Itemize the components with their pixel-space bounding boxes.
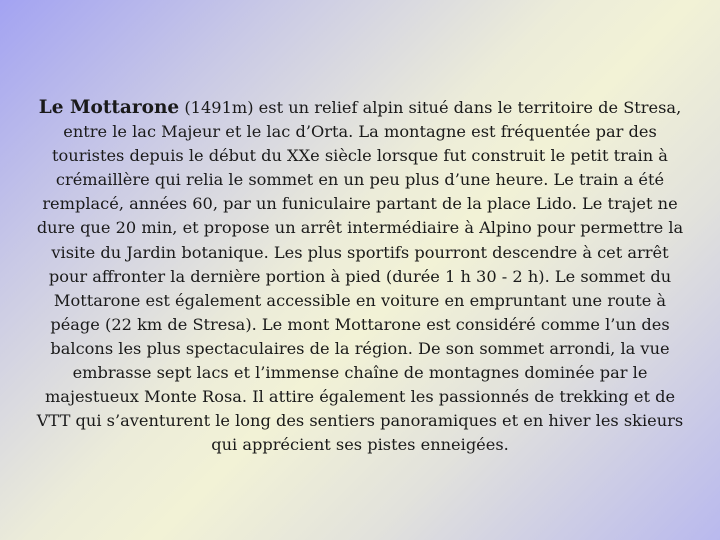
slide-text-block [30,96,690,457]
slide-body-text: (1491m) est un relief alpin situé dans le territoire de Stresa, entre le lac Majeur et le lac d’Orta. La montagne est fréquentée par des touristes depuis le début du XXe siècle lorsque fut construit le petit train à crémaillère qui relia le sommet en un peu plus d’une heure. Le train a été remplacé, années 60, par un funiculaire partant de la place Lido. Le trajet ne dure que 20 min, et propose un arrêt intermédiaire à Alpino pour permettre la visite du Jardin botanique. Les plus sportifs pourront descendre à cet arrêt pour affronter la dernière portion à pied (durée 1 h 30 - 2 h). Le sommet du Mottarone est également accessible en voiture en empruntant une route à péage (22 km de Stresa). Le mont Mottarone est considéré comme l’un des balcons les plus spectaculaires de la région. De son sommet arrondi, la vue embrasse sept lacs et l’immense chaîne de montagnes dominée par le majestueux Monte Rosa. Il attire également les passionnés de trekking et de VTT qui s’aventurent le long des sentiers panoramiques et en hiver les skieurs qui apprécient ses pistes enneigées. [36,98,684,455]
slide-title: Le Mottarone [38,97,180,118]
